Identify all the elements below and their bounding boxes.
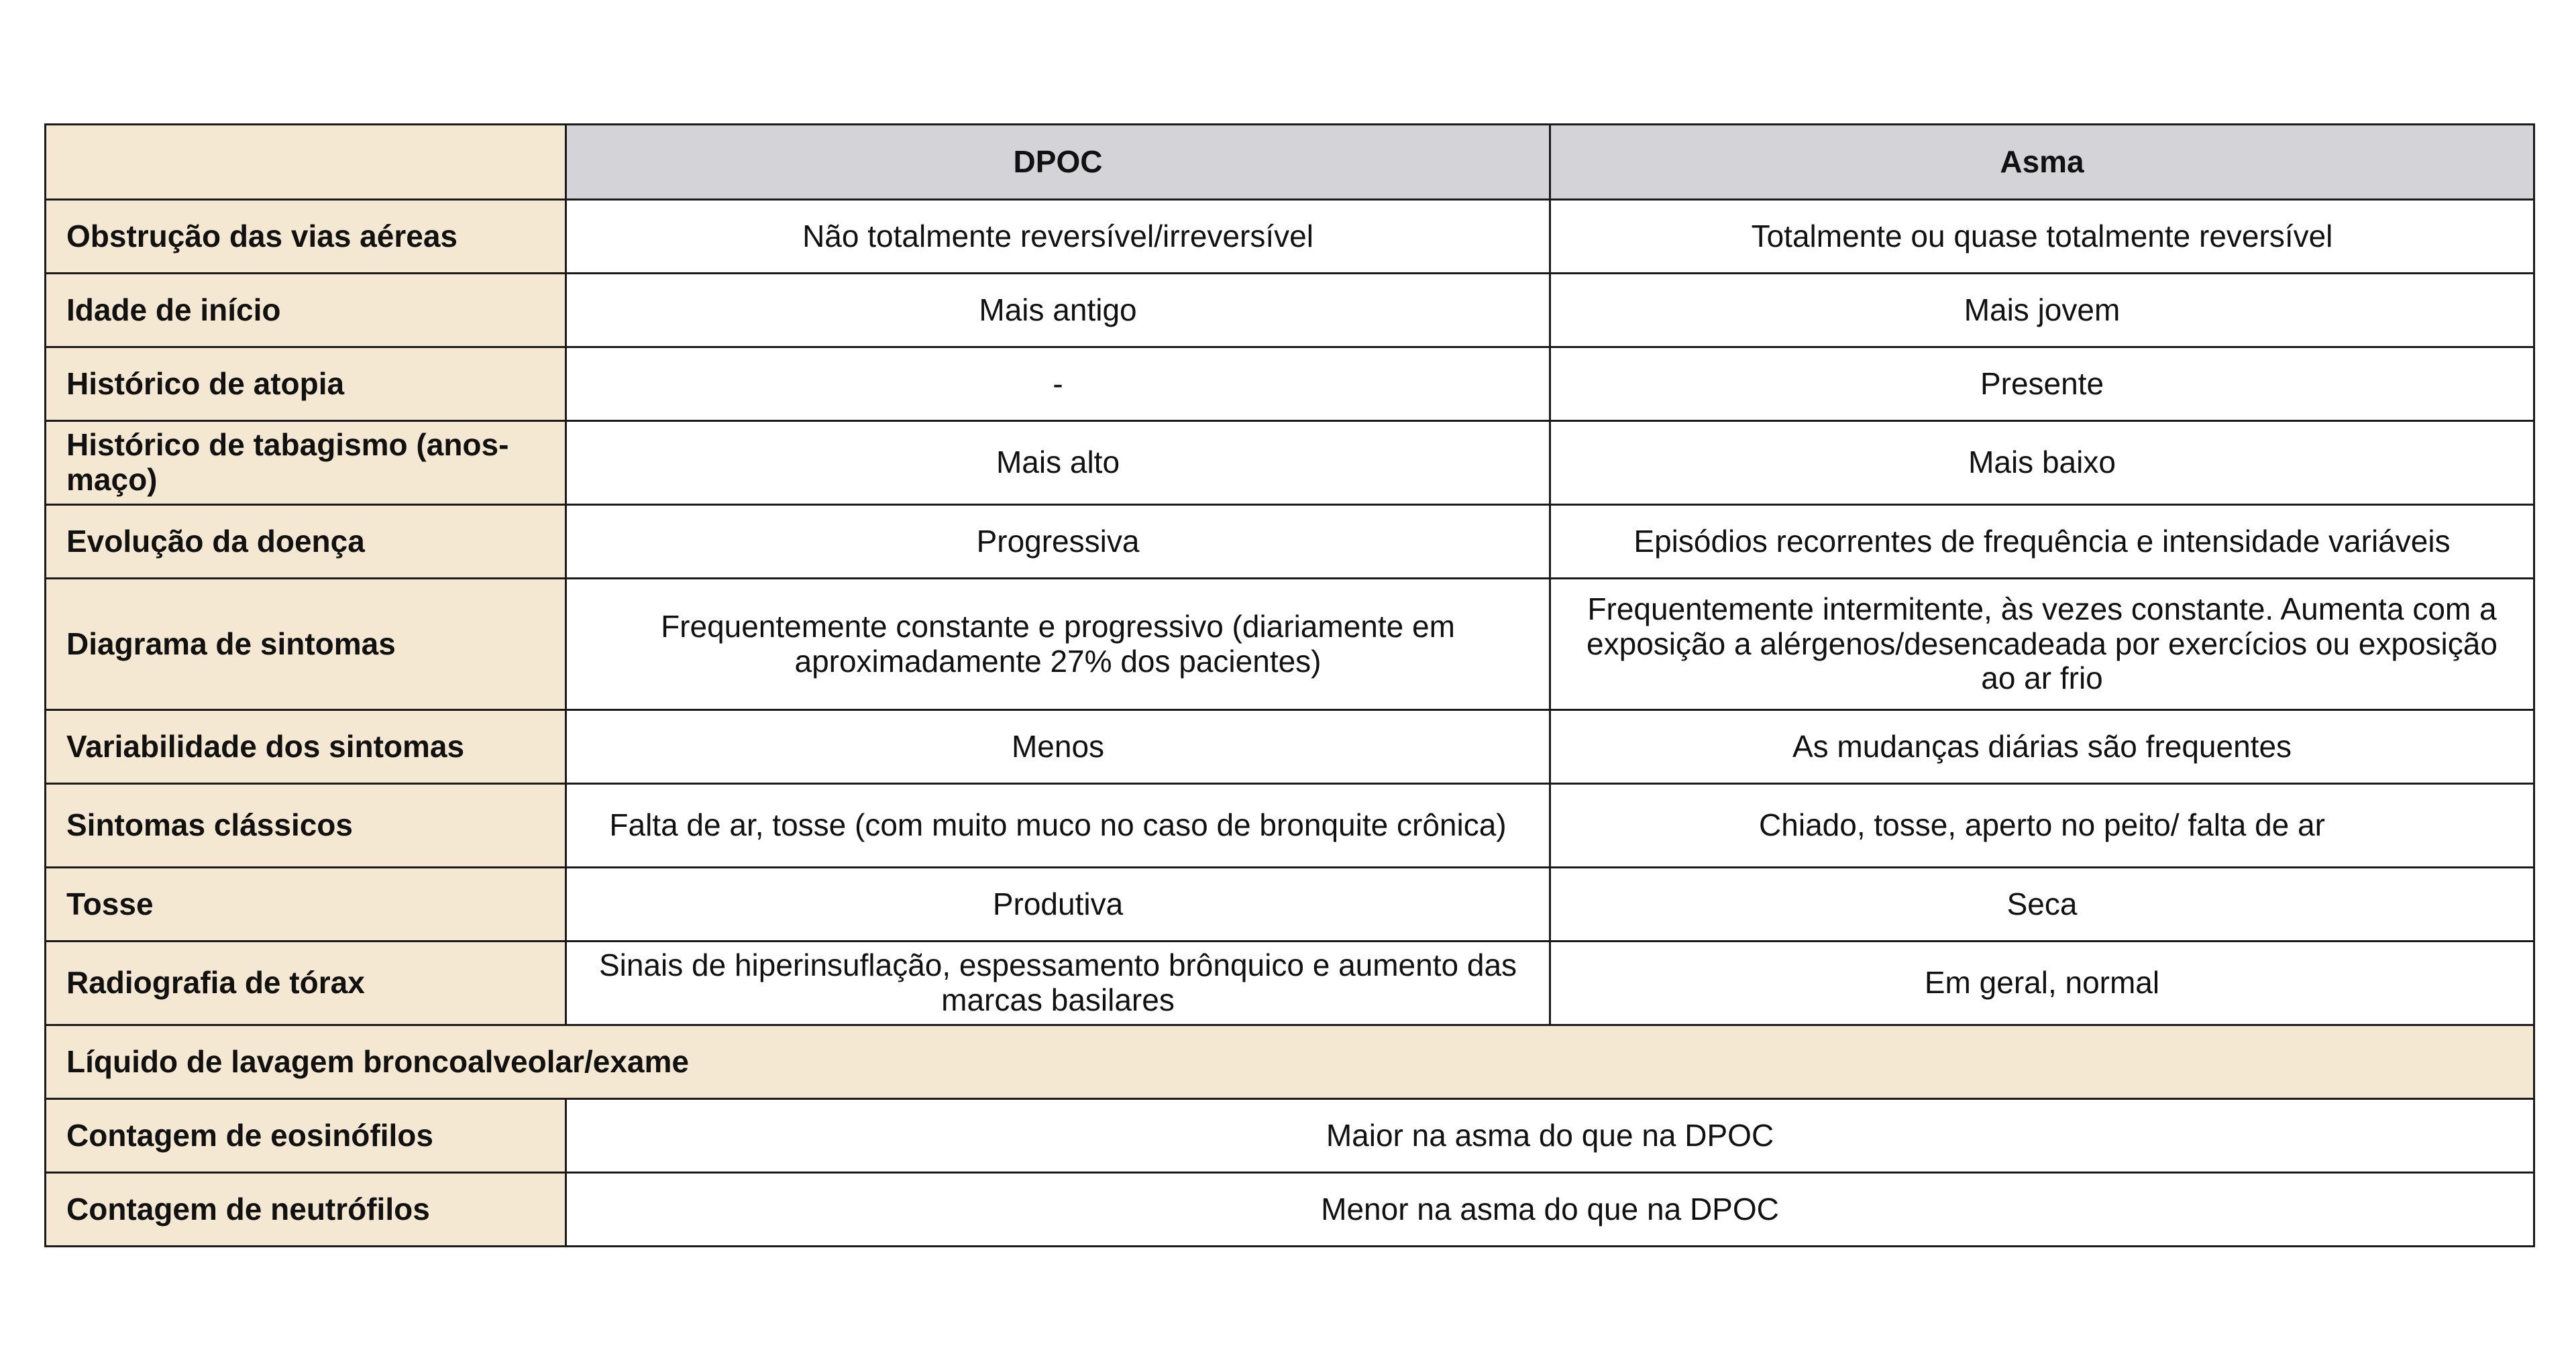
table-row [46, 1173, 2534, 1247]
header-corner-cell [46, 125, 566, 200]
asma-cell: Totalmente ou quase totalmente reversível [1550, 200, 2534, 274]
table-row [46, 579, 2534, 710]
table-header-row [46, 125, 2534, 200]
table-row [46, 710, 2534, 784]
row-label: Tosse [46, 868, 566, 942]
table-row [46, 347, 2534, 421]
row-label: Radiografia de tórax [46, 942, 566, 1025]
merged-value-cell: Menor na asma do que na DPOC [566, 1173, 2534, 1247]
column-header-asma: Asma [1550, 125, 2534, 200]
row-label: Contagem de eosinófilos [46, 1099, 566, 1173]
dpoc-cell: Mais alto [566, 421, 1550, 505]
dpoc-cell: Mais antigo [566, 274, 1550, 347]
asma-cell: Em geral, normal [1550, 942, 2534, 1025]
table-row [46, 200, 2534, 274]
table-row [46, 505, 2534, 579]
asma-cell: Episódios recorrentes de frequência e intensidade variáveis [1550, 505, 2534, 579]
row-label: Sintomas clássicos [46, 784, 566, 868]
dpoc-cell: Produtiva [566, 868, 1550, 942]
asma-cell: Chiado, tosse, aperto no peito/ falta de ar [1550, 784, 2534, 868]
section-heading: Líquido de lavagem broncoalveolar/exame [46, 1025, 2534, 1099]
dpoc-cell: Não totalmente reversível/irreversível [566, 200, 1550, 274]
row-label: Diagrama de sintomas [46, 579, 566, 710]
table-row [46, 868, 2534, 942]
dpoc-cell: Sinais de hiperinsuflação, espessamento brônquico e aumento das marcas basilares [566, 942, 1550, 1025]
dpoc-cell: Progressiva [566, 505, 1550, 579]
row-label: Evolução da doença [46, 505, 566, 579]
merged-value-cell: Maior na asma do que na DPOC [566, 1099, 2534, 1173]
row-label: Contagem de neutrófilos [46, 1173, 566, 1247]
asma-cell: Mais jovem [1550, 274, 2534, 347]
table-row [46, 942, 2534, 1025]
row-label: Variabilidade dos sintomas [46, 710, 566, 784]
table-row [46, 784, 2534, 868]
table-row [46, 1099, 2534, 1173]
row-label: Histórico de atopia [46, 347, 566, 421]
row-label: Idade de início [46, 274, 566, 347]
dpoc-cell: Frequentemente constante e progressivo (diariamente em aproximadamente 27% dos pacientes) [566, 579, 1550, 710]
column-header-dpoc: DPOC [566, 125, 1550, 200]
asma-cell: As mudanças diárias são frequentes [1550, 710, 2534, 784]
table-row [46, 274, 2534, 347]
asma-cell: Presente [1550, 347, 2534, 421]
row-label: Histórico de tabagismo (anos-maço) [46, 421, 566, 505]
asma-cell: Seca [1550, 868, 2534, 942]
dpoc-cell: - [566, 347, 1550, 421]
comparison-table [44, 123, 2535, 1247]
dpoc-cell: Menos [566, 710, 1550, 784]
section-row [46, 1025, 2534, 1099]
asma-cell: Frequentemente intermitente, às vezes constante. Aumenta com a exposição a alérgenos/desencadeada por exercícios ou exposição ao ar frio [1550, 579, 2534, 710]
row-label: Obstrução das vias aéreas [46, 200, 566, 274]
table-row [46, 421, 2534, 505]
asma-cell: Mais baixo [1550, 421, 2534, 505]
dpoc-cell: Falta de ar, tosse (com muito muco no caso de bronquite crônica) [566, 784, 1550, 868]
